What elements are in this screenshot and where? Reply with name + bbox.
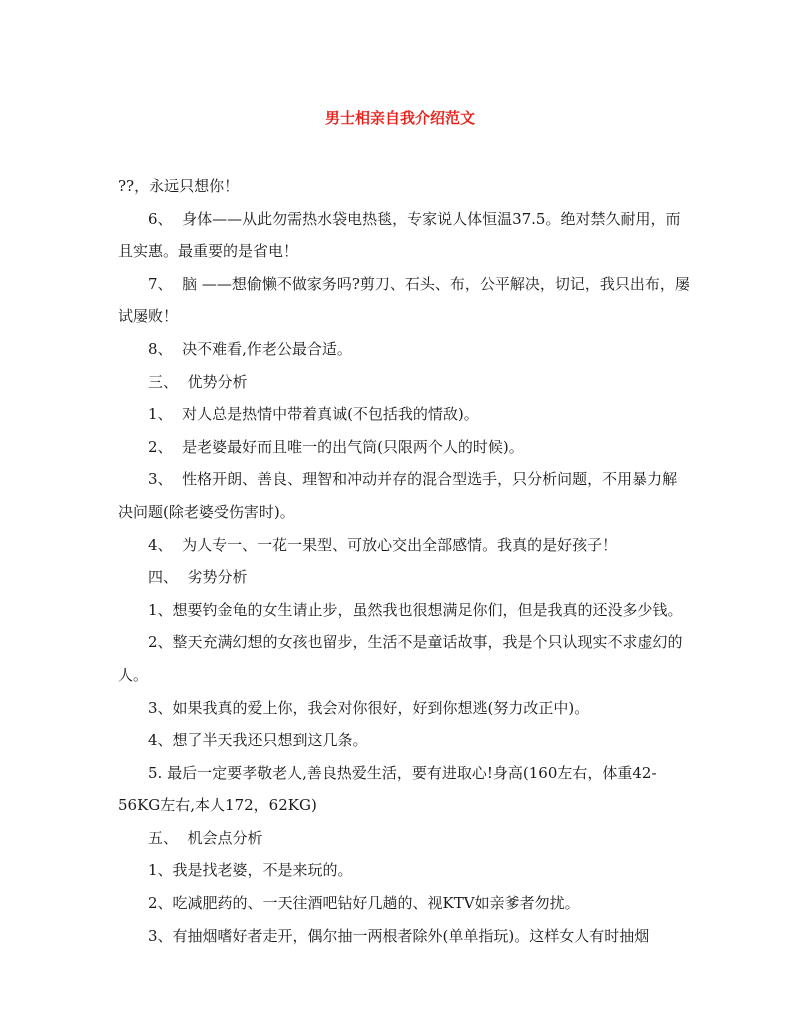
paragraph: 7、 脑 ——想偷懒不做家务吗?剪刀、石头、布，公平解决，切记，我只出布，屡试屡败！ [118,274,690,326]
paragraph: 3、如果我真的爱上你，我会对你很好，好到你想逃(努力改正中)。 [148,698,590,717]
paragraph: 3、有抽烟嗜好者走开，偶尔抽一两根者除外(单单指玩)。这样女人有时抽烟 [148,926,650,945]
document-body [118,170,690,952]
paragraph: 2、吃减肥药的、一天往酒吧钻好几趟的、视KTV如亲爹者勿扰。 [148,894,580,913]
paragraph: 4、想了半天我还只想到这几条。 [148,731,368,750]
paragraph: 1、 对人总是热情中带着真诚(不包括我的情敌)。 [148,405,479,424]
paragraph: 3、 性格开朗、善良、理智和冲动并存的混合型选手，只分析问题，不用暴力解决问题(除老婆受伤害时)。 [118,470,678,521]
paragraph: 1、我是找老婆，不是来玩的。 [148,861,353,880]
paragraph: ??，永远只想你！ [118,177,240,195]
paragraph: 5. 最后一定要孝敬老人,善良热爱生活，要有进取心!身高(160左右，体重42-56KG左右,本人172，62KG) [118,763,657,815]
paragraph: 4、 为人专一、一花一果型、可放心交出全部感情。我真的是好孩子！ [148,535,618,554]
section-heading: 三、 优势分析 [148,372,248,391]
section-heading: 五、 机会点分析 [148,828,263,847]
paragraph: 8、 决不难看,作老公最合适。 [148,339,352,358]
paragraph: 2、 是老婆最好而且唯一的出气筒(只限两个人的时候)。 [148,437,524,456]
paragraph: 2、整天充满幻想的女孩也留步，生活不是童话故事，我是个只认现实不求虚幻的人。 [118,633,683,684]
paragraph: 6、 身体——从此勿需热水袋电热毯，专家说人体恒温37.5。绝对禁久耐用，而且实惠。最重要的是省电！ [118,209,681,261]
section-heading: 四、 劣势分析 [148,568,248,587]
paragraph: 1、想要钓金龟的女生请止步，虽然我也很想满足你们，但是我真的还没多少钱。 [148,600,683,619]
document-title: 男士相亲自我介绍范文 [324,109,475,127]
